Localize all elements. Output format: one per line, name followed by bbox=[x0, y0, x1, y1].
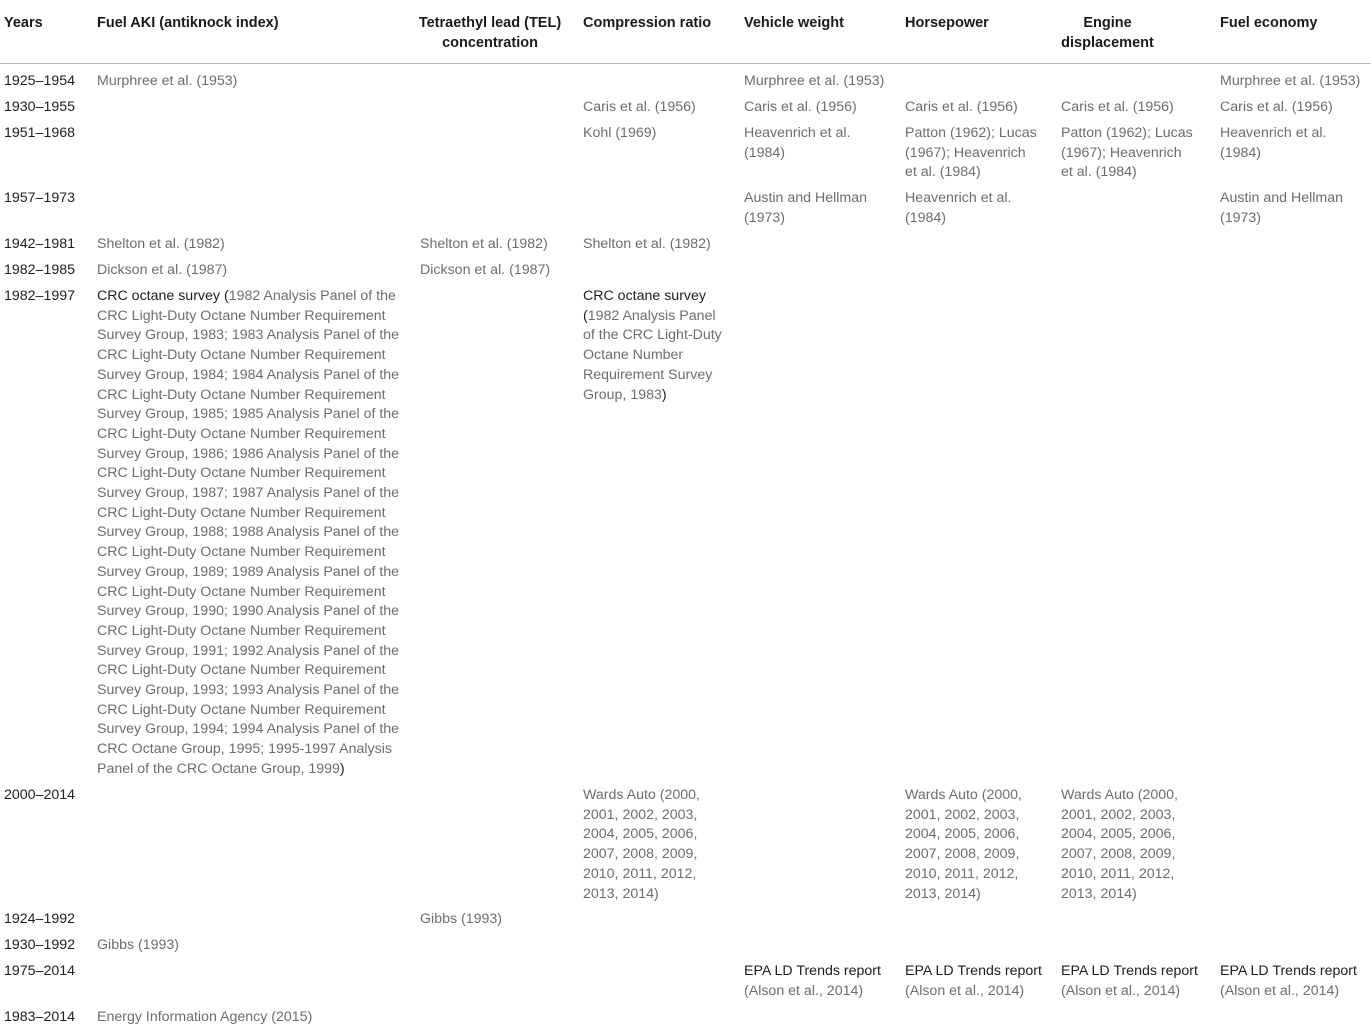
cell-compression-ratio bbox=[583, 287, 728, 405]
cell-fuel-economy bbox=[1220, 962, 1370, 1001]
cell-compression-ratio: Wards Auto (2000, 2001, 2002, 2003, 2004, 2005, 2006, 2007, 2008, 2009, 2010, 2011, 2012, 2013, 2014) bbox=[583, 787, 700, 902]
epa-report-citation: (Alson et al., 2014) bbox=[1220, 982, 1340, 999]
cell-compression-ratio: Kohl (1969) bbox=[583, 125, 657, 141]
cell-vehicle-weight: Heavenrich et al. (1984) bbox=[744, 125, 851, 161]
header-years: Years bbox=[4, 15, 43, 31]
crc-survey-label: CRC octane survey bbox=[583, 288, 707, 304]
cell-tel: Gibbs (1993) bbox=[420, 911, 503, 927]
close-paren: ) bbox=[661, 386, 667, 403]
cell-years: 1924–1992 bbox=[4, 911, 76, 927]
cell-engine-displacement bbox=[1061, 962, 1211, 1001]
cell-years: 1930–1992 bbox=[4, 937, 76, 953]
epa-report-label: EPA LD Trends report bbox=[1220, 963, 1357, 979]
cell-fuel-aki: Murphree et al. (1953) bbox=[97, 73, 238, 89]
header-fuel-aki: Fuel AKI (antiknock index) bbox=[97, 15, 279, 31]
cell-horsepower: Heavenrich et al. (1984) bbox=[905, 190, 1012, 226]
cell-years: 1983–2014 bbox=[4, 1009, 76, 1025]
cell-compression-ratio: Caris et al. (1956) bbox=[583, 99, 696, 115]
cell-horsepower: Wards Auto (2000, 2001, 2002, 2003, 2004, 2005, 2006, 2007, 2008, 2009, 2010, 2011, 2012, 2013, 2014) bbox=[905, 787, 1022, 902]
cell-tel: Dickson et al. (1987) bbox=[420, 262, 551, 278]
cell-years: 1982–1985 bbox=[4, 262, 76, 278]
cell-years: 1930–1955 bbox=[4, 99, 76, 115]
cell-fuel-aki: Dickson et al. (1987) bbox=[97, 262, 228, 278]
epa-report-citation: (Alson et al., 2014) bbox=[905, 982, 1025, 999]
close-paren: ) bbox=[339, 760, 345, 777]
cell-fuel-economy: Murphree et al. (1953) bbox=[1220, 73, 1361, 89]
epa-report-label: EPA LD Trends report bbox=[1061, 963, 1198, 979]
cell-fuel-aki: Shelton et al. (1982) bbox=[97, 236, 225, 252]
cell-tel: Shelton et al. (1982) bbox=[420, 236, 548, 252]
cell-horsepower: Patton (1962); Lucas (1967); Heavenrich et al. (1984) bbox=[905, 125, 1037, 181]
cell-years: 1982–1997 bbox=[4, 288, 76, 304]
crc-survey-label: CRC octane survey bbox=[97, 288, 221, 304]
cell-horsepower bbox=[905, 962, 1055, 1001]
open-paren: ( bbox=[220, 288, 229, 304]
epa-report-label: EPA LD Trends report bbox=[905, 963, 1042, 979]
table-header bbox=[0, 0, 1371, 64]
header-horsepower: Horsepower bbox=[905, 15, 989, 31]
epa-report-citation: (Alson et al., 2014) bbox=[744, 982, 864, 999]
header-fuel-economy: Fuel economy bbox=[1220, 15, 1318, 31]
crc-survey-citations: 1982 Analysis Panel of the CRC Light-Duty Octane Number Requirement Survey Group, 1983; 1983 Analysis Panel of the CRC Light-Duty Octane Number Requirement Survey Group, 1984; 1984 Analysis Panel of the CRC Light-Duty Octane Number Requirement Survey Group, 1985; 1985 Analysis Panel of the CRC Light-Duty Octane Number Requirement Survey Group, 1986; 1986 Analysis Panel of the CRC Light-Duty Octane Number Requirement Survey Group, 1987; 1987 Analysis Panel of the CRC Light-Duty Octane Number Requirement Survey Group, 1988; 1988 Analysis Panel of the CRC Light-Duty Octane Number Requirement Survey Group, 1989; 1989 Analysis Panel of the CRC Light-Duty Octane Number Requirement Survey Group, 1990; 1990 Analysis Panel of the CRC Light-Duty Octane Number Requirement Survey Group, 1991; 1992 Analysis Panel of the CRC Light-Duty Octane Number Requirement Survey Group, 1993; 1993 Analysis Panel of the CRC Light-Duty Octane Number Requirement Survey Group, 1994; 1994 Analysis Panel of the CRC Octane Group, 1995; 1995-1997 Analysis Panel of the CRC Octane Group, 1999 bbox=[97, 288, 400, 777]
epa-report-citation: (Alson et al., 2014) bbox=[1061, 982, 1181, 999]
cell-compression-ratio: Shelton et al. (1982) bbox=[583, 236, 711, 252]
cell-engine-displacement: Patton (1962); Lucas (1967); Heavenrich et al. (1984) bbox=[1061, 125, 1193, 181]
cell-horsepower: Caris et al. (1956) bbox=[905, 99, 1018, 115]
cell-fuel-economy: Caris et al. (1956) bbox=[1220, 99, 1333, 115]
cell-fuel-aki: Gibbs (1993) bbox=[97, 937, 180, 953]
cell-years: 1957–1973 bbox=[4, 190, 76, 206]
cell-vehicle-weight bbox=[744, 962, 894, 1001]
cell-years: 1925–1954 bbox=[4, 73, 76, 89]
epa-report-label: EPA LD Trends report bbox=[744, 963, 881, 979]
cell-years: 1951–1968 bbox=[4, 125, 76, 141]
cell-engine-displacement: Caris et al. (1956) bbox=[1061, 99, 1174, 115]
cell-vehicle-weight: Austin and Hellman (1973) bbox=[744, 190, 868, 226]
header-engine-displacement: Engine displacement bbox=[1061, 15, 1154, 51]
header-tel: Tetraethyl lead (TEL) concentration bbox=[418, 15, 562, 51]
cell-fuel-economy: Heavenrich et al. (1984) bbox=[1220, 125, 1327, 161]
cell-years: 1942–1981 bbox=[4, 236, 76, 252]
cell-engine-displacement: Wards Auto (2000, 2001, 2002, 2003, 2004, 2005, 2006, 2007, 2008, 2009, 2010, 2011, 2012, 2013, 2014) bbox=[1061, 787, 1178, 902]
cell-years: 1975–2014 bbox=[4, 963, 76, 979]
header-compression-ratio: Compression ratio bbox=[583, 15, 712, 31]
open-paren: ( bbox=[583, 307, 588, 324]
header-vehicle-weight: Vehicle weight bbox=[744, 15, 844, 31]
cell-vehicle-weight: Caris et al. (1956) bbox=[744, 99, 857, 115]
cell-fuel-aki bbox=[97, 287, 404, 780]
cell-years: 2000–2014 bbox=[4, 787, 76, 803]
cell-fuel-economy: Austin and Hellman (1973) bbox=[1220, 190, 1344, 226]
crc-survey-citations: 1982 Analysis Panel of the CRC Light-Duty Octane Number Requirement Survey Group, 1983 bbox=[583, 307, 722, 403]
cell-vehicle-weight: Murphree et al. (1953) bbox=[744, 73, 885, 89]
cell-fuel-aki: Energy Information Agency (2015) bbox=[97, 1009, 313, 1025]
